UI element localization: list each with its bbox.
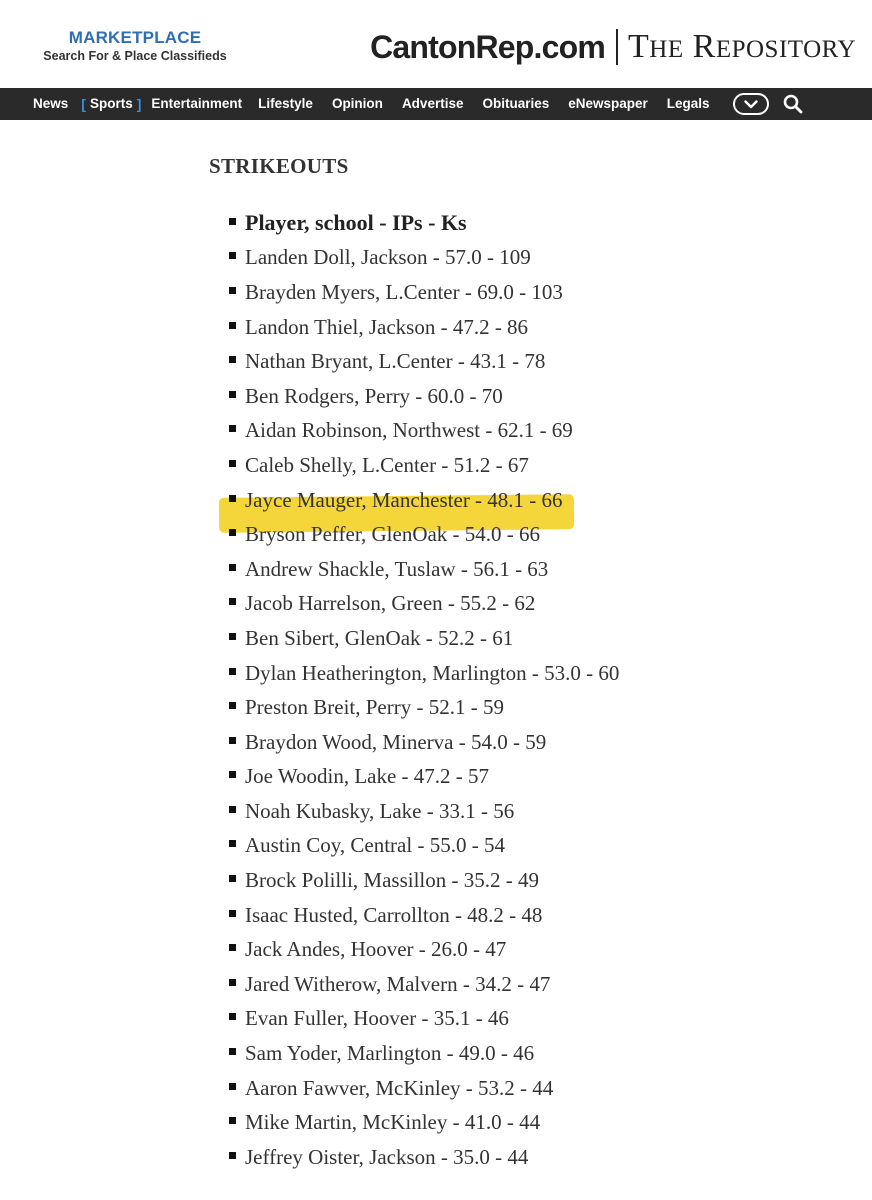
list-item bbox=[229, 829, 619, 864]
bullet bbox=[229, 702, 236, 709]
marketplace-subtitle[interactable]: Search For & Place Classifieds bbox=[43, 49, 227, 63]
list-item bbox=[229, 1036, 619, 1071]
list-item-text: Austin Coy, Central - 55.0 - 54 bbox=[245, 833, 505, 858]
list-item-text: Jack Andes, Hoover - 26.0 - 47 bbox=[245, 937, 507, 962]
list-item bbox=[229, 794, 619, 829]
list-item-text: Landon Thiel, Jackson - 47.2 - 86 bbox=[245, 314, 529, 339]
list-header bbox=[229, 206, 619, 241]
bullet bbox=[229, 1048, 236, 1055]
paper-name-he: HE bbox=[649, 36, 684, 63]
list-item-text: Jeffrey Oister, Jackson - 35.0 - 44 bbox=[245, 1144, 529, 1169]
bullet bbox=[229, 771, 236, 778]
list-item bbox=[229, 552, 619, 587]
list-item-text: Brayden Myers, L.Center - 69.0 - 103 bbox=[245, 279, 563, 304]
bullet bbox=[229, 287, 236, 294]
marketplace-title[interactable]: MARKETPLACE bbox=[68, 28, 202, 47]
list-item bbox=[229, 448, 619, 483]
list-item bbox=[229, 863, 619, 898]
list-item bbox=[229, 1105, 619, 1140]
list-item bbox=[229, 898, 619, 933]
bullet bbox=[229, 598, 236, 605]
list-item-text: Isaac Husted, Carrollton - 48.2 - 48 bbox=[245, 902, 543, 927]
nav-bracket-close: ] bbox=[136, 96, 142, 112]
bullet bbox=[229, 840, 236, 847]
main-nav bbox=[0, 88, 872, 120]
list-item bbox=[229, 967, 619, 1002]
list-item-highlighted bbox=[229, 379, 619, 414]
bullet bbox=[229, 391, 236, 398]
list-item-text: Brock Polilli, Massillon - 35.2 - 49 bbox=[245, 868, 539, 893]
bullet bbox=[229, 944, 236, 951]
list-item bbox=[229, 587, 619, 622]
list-item-text: Jayce Mauger, Manchester - 48.1 - 66 bbox=[245, 487, 563, 512]
bullet bbox=[229, 1152, 236, 1159]
bullet bbox=[229, 979, 236, 986]
list-item-text: Aidan Robinson, Northwest - 62.1 - 69 bbox=[245, 418, 573, 443]
list-header-text: Player, school - IPs - Ks bbox=[245, 210, 467, 236]
bullet bbox=[229, 564, 236, 571]
bullet bbox=[229, 460, 236, 467]
bullet bbox=[229, 875, 236, 882]
site-header bbox=[0, 0, 872, 88]
bullet bbox=[229, 910, 236, 917]
marketplace-link[interactable] bbox=[30, 28, 240, 65]
list-item bbox=[229, 483, 619, 518]
list-item-text: Jared Witherow, Malvern - 34.2 - 47 bbox=[245, 971, 551, 996]
nav-bracket-open: [ bbox=[81, 96, 86, 112]
nav-item-sports[interactable]: Sports bbox=[89, 96, 133, 111]
site-name[interactable]: CantonRep.com bbox=[370, 28, 606, 65]
list-item-text: Landen Doll, Jackson - 57.0 - 109 bbox=[245, 245, 531, 270]
list-item-text: Aaron Fawver, McKinley - 53.2 - 44 bbox=[245, 1075, 554, 1100]
bullet bbox=[229, 356, 236, 363]
nav-more-toggle[interactable] bbox=[733, 93, 769, 115]
nav-item-lifestyle[interactable]: Lifestyle bbox=[258, 96, 313, 111]
bullet bbox=[229, 806, 236, 813]
nav-item-legals[interactable]: Legals bbox=[666, 96, 710, 111]
nav-item-entertainment[interactable]: Entertainment bbox=[151, 96, 243, 111]
list-item bbox=[229, 760, 619, 795]
logo-divider bbox=[616, 29, 618, 65]
list-item bbox=[229, 725, 619, 760]
list-item-text: Braydon Wood, Minerva - 54.0 - 59 bbox=[245, 729, 547, 754]
list-item-text: Nathan Bryant, L.Center - 43.1 - 78 bbox=[245, 349, 546, 374]
list-item-text: Preston Breit, Perry - 52.1 - 59 bbox=[245, 695, 504, 720]
list-item bbox=[229, 690, 619, 725]
list-item-text: Caleb Shelly, L.Center - 51.2 - 67 bbox=[245, 452, 529, 477]
list-item bbox=[229, 414, 619, 449]
bullet bbox=[229, 1083, 236, 1090]
list-item-text: Noah Kubasky, Lake - 33.1 - 56 bbox=[245, 798, 515, 823]
bullet bbox=[229, 322, 236, 329]
bullet bbox=[229, 252, 236, 259]
nav-item-opinion[interactable]: Opinion bbox=[331, 96, 383, 111]
paper-name-r: R bbox=[692, 28, 716, 65]
list-item-text: Andrew Shackle, Tuslaw - 56.1 - 63 bbox=[245, 556, 549, 581]
article-body bbox=[0, 120, 872, 1200]
bullet bbox=[229, 737, 236, 744]
list-item-text: Ben Sibert, GlenOak - 52.2 - 61 bbox=[245, 625, 514, 650]
paper-name[interactable] bbox=[628, 28, 856, 66]
list-item-text: Bryson Peffer, GlenOak - 54.0 - 66 bbox=[245, 522, 541, 547]
paper-name-t: T bbox=[628, 28, 650, 65]
list-item bbox=[229, 344, 619, 379]
bullet bbox=[229, 495, 236, 502]
site-logo[interactable] bbox=[370, 27, 856, 67]
list-item bbox=[229, 621, 619, 656]
bullet bbox=[229, 668, 236, 675]
bullet bbox=[229, 425, 236, 432]
bullet bbox=[229, 1013, 236, 1020]
section-title: STRIKEOUTS bbox=[209, 154, 349, 178]
list-item-text: Sam Yoder, Marlington - 49.0 - 46 bbox=[245, 1041, 535, 1066]
list-item-text: Mike Martin, McKinley - 41.0 - 44 bbox=[245, 1110, 541, 1135]
list-item bbox=[229, 1071, 619, 1106]
bullet bbox=[229, 529, 236, 536]
list-item bbox=[229, 932, 619, 967]
nav-item-news[interactable]: News bbox=[33, 96, 69, 111]
nav-item-enewspaper[interactable]: eNewspaper bbox=[568, 96, 648, 111]
bullet bbox=[229, 633, 236, 640]
nav-item-sports-wrapper bbox=[77, 88, 145, 120]
strikeouts-list bbox=[229, 206, 619, 1175]
list-item-text: Ben Rodgers, Perry - 60.0 - 70 bbox=[245, 383, 503, 408]
list-item bbox=[229, 275, 619, 310]
list-item-text: Joe Woodin, Lake - 47.2 - 57 bbox=[245, 764, 490, 789]
bullet bbox=[229, 1117, 236, 1124]
paper-name-epository: EPOSITORY bbox=[715, 36, 856, 63]
nav-item-obituaries[interactable]: Obituaries bbox=[482, 96, 550, 111]
list-item-text: Evan Fuller, Hoover - 35.1 - 46 bbox=[245, 1006, 509, 1031]
nav-item-advertise[interactable]: Advertise bbox=[401, 96, 464, 111]
list-item bbox=[229, 1140, 619, 1175]
list-item bbox=[229, 1002, 619, 1037]
list-item bbox=[229, 241, 619, 276]
list-item bbox=[229, 310, 619, 345]
list-item bbox=[229, 656, 619, 691]
list-item-text: Dylan Heatherington, Marlington - 53.0 - 60 bbox=[245, 660, 620, 685]
list-item bbox=[229, 517, 619, 552]
search-button[interactable] bbox=[781, 92, 805, 116]
bullet bbox=[229, 218, 236, 225]
list-item-text: Jacob Harrelson, Green - 55.2 - 62 bbox=[245, 591, 536, 616]
chevron-down-icon bbox=[744, 100, 758, 109]
search-icon bbox=[783, 94, 803, 114]
